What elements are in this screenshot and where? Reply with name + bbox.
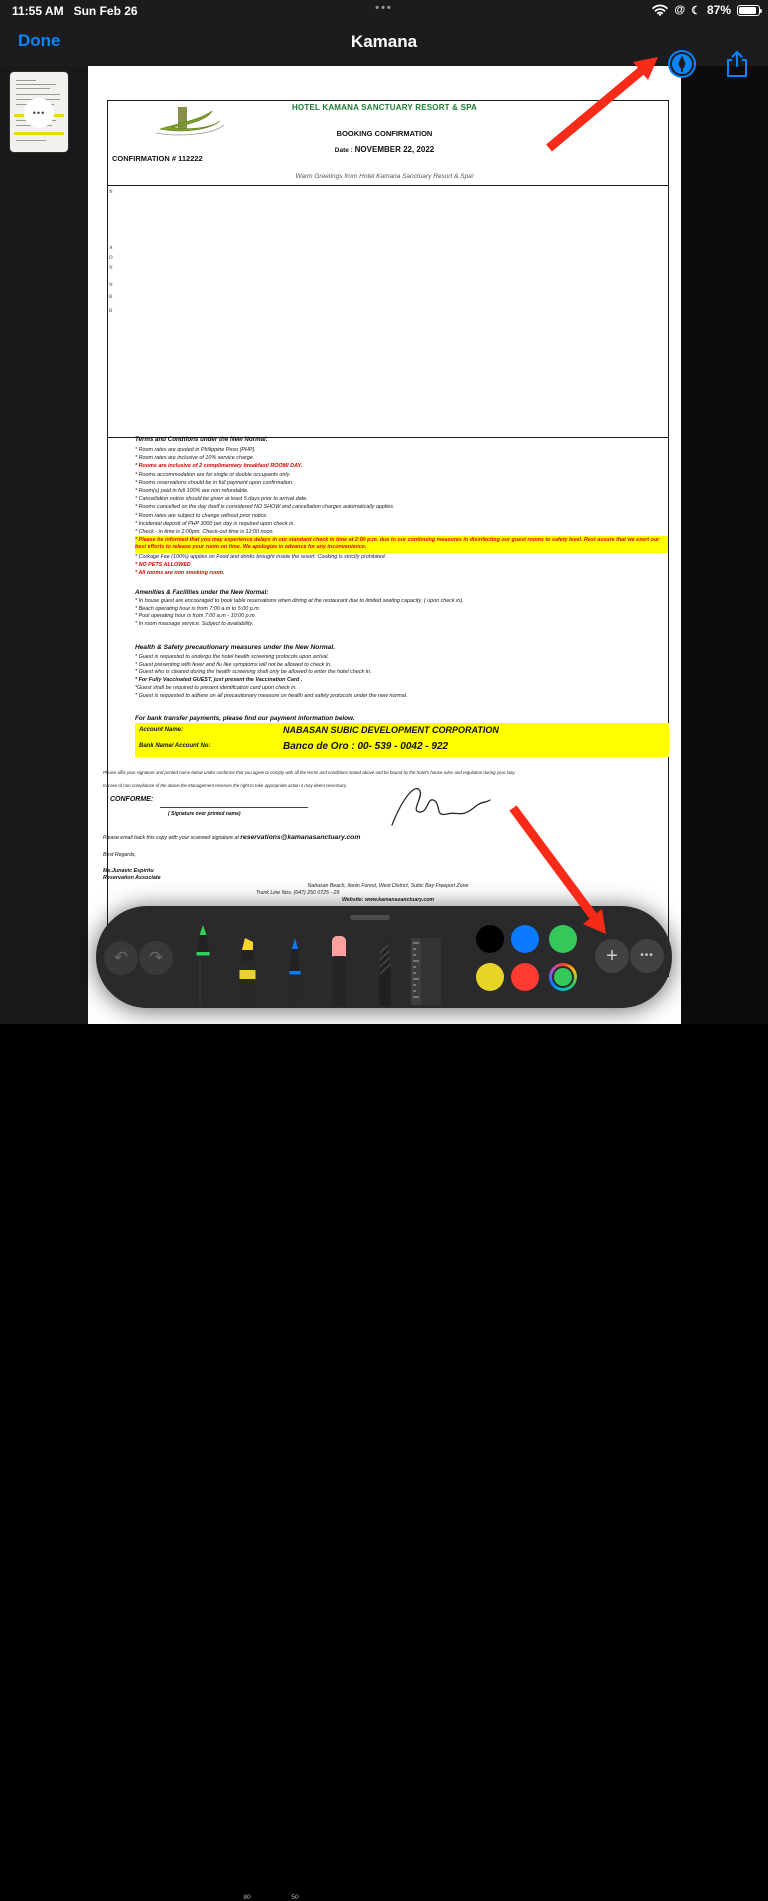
amenities-item: * In house guest are encouraged to book table reservations when dining at the restaurant due to limited seating capacity. ( upon check in).: [135, 598, 464, 604]
terms-item: * Room rates are quoted in Philippine Peso (PHP).: [135, 447, 256, 453]
pen-tool-blue[interactable]: [283, 937, 307, 1006]
footer-website: Website: www.kamanasanctuary.com: [341, 897, 435, 903]
done-button[interactable]: Done: [18, 31, 61, 50]
regards-line: Best Regards,: [103, 852, 136, 858]
doc-date: Date : NOVEMBER 22, 2022: [334, 145, 435, 154]
health-item: * Guest presenting with fever and flu like symptoms will not be allowed to check in.: [135, 661, 332, 668]
amenities-item: * Beach operating hour is from 7:00 a.m to 5:00 p.m.: [135, 605, 261, 612]
thumbnail-more-icon[interactable]: •••: [24, 98, 54, 128]
nav-bar: [0, 22, 768, 66]
pen-tool-green[interactable]: [191, 925, 215, 1006]
more-options-button[interactable]: •••: [630, 939, 664, 973]
bank-row: [135, 723, 669, 739]
share-icon[interactable]: [723, 49, 751, 79]
terms-item: * Room rates are inclusive of 10% service charge.: [135, 455, 255, 462]
page-title: Kamana: [350, 32, 418, 51]
color-swatch-yellow[interactable]: [476, 963, 504, 991]
health-item: * For Fully Vaccinated GUEST, just present the Vaccination Card .: [135, 677, 303, 684]
fill-pencil-tool[interactable]: [373, 939, 397, 1006]
health-heading: Health & Safety precautionary measures under the New Normal.: [135, 644, 336, 651]
conforme-label: CONFORME:: [110, 796, 154, 803]
bank-value: Banco de Oro : 00- 539 - 0042 - 922: [283, 741, 449, 752]
doc-type: BOOKING CONFIRMATION: [336, 129, 433, 138]
undo-icon[interactable]: ↶: [104, 941, 138, 975]
terms-item: * All rooms are non smoking room.: [135, 570, 225, 577]
bank-row: [135, 739, 669, 757]
health-list: [135, 654, 407, 700]
terms-heading: Terms and Condtions under the New Normal:: [135, 436, 268, 443]
handwritten-signature: [388, 779, 494, 831]
status-bar: [0, 0, 768, 22]
terms-item: * Cancellation notice should be given at least 5 days prior to arrival date.: [135, 496, 308, 503]
rotation-lock-icon: @: [674, 4, 686, 16]
bank-label: Account Name:: [139, 727, 184, 733]
color-swatch-green[interactable]: [549, 925, 577, 953]
terms-item: * Rooms accommodation are for single or double occupants only.: [135, 471, 291, 478]
associate-title: Reservation Associate: [103, 875, 161, 881]
amenities-heading: Amenities & Facilities under the New Normal:: [135, 589, 269, 596]
top-chrome: [0, 0, 768, 66]
bank-table: [135, 723, 669, 757]
terms-item-highlighted: * Please be informed that you may experience delays in our standard check in time at 2:00 p.m. due to our continuing measures in disinfecting our guest rooms to safety level. Rest assure that we exert our best efforts to release your room on time. We apologize in advance for any inconvenience.: [135, 536, 668, 552]
markup-toolbar: [96, 906, 672, 1901]
thumbnail-strip: [0, 66, 88, 1024]
terms-item: * Incidental deposit of PHP 3000 per day is required upon check in.: [135, 520, 295, 527]
health-item: * Guest who is cleared during the health screening shall only be allowed to enter the hotel check in.: [135, 669, 372, 676]
signature-line: [160, 807, 308, 808]
highlighter-tool-yellow[interactable]: [235, 937, 259, 1006]
reservation-email: reservations@kamanasanctuary.com: [240, 834, 361, 841]
email-line: Please email back this copy with your scanned signature at reservations@kamanasanctuary.com: [103, 834, 361, 841]
greeting-line: Warm Greetings from Hotel Kamana Sanctuary Resort & Spa!: [295, 173, 474, 180]
bank-intro: For bank transfer payments, please find our payment information below.: [135, 715, 355, 722]
terms-item: * Corkage Fee (100%) applies on Food and drinks brought inside the resort. Cooking is strictly prohibited.: [135, 553, 387, 560]
redo-icon[interactable]: ↷: [139, 941, 173, 975]
add-annotation-button[interactable]: +: [595, 939, 629, 973]
footer-address: Nabasan Beach, Ilanin Forest, West District, Subic Bay Freeport Zone: [307, 883, 469, 889]
eraser-tool[interactable]: [327, 935, 351, 1006]
page-thumbnail[interactable]: [10, 72, 68, 152]
bank-value: NABASAN SUBIC DEVELOPMENT CORPORATION: [283, 725, 499, 735]
terms-item: * NO PETS ALLOWED: [135, 561, 191, 568]
terms-list: [135, 446, 668, 577]
color-swatch-red[interactable]: [511, 963, 539, 991]
bank-label: Bank Name/ Account No:: [139, 743, 211, 749]
confirmation-number: CONFIRMATION # 112222: [112, 154, 203, 163]
pen-opacity-label: 50: [291, 1894, 299, 1901]
date: Sun Feb 26: [73, 4, 138, 18]
health-item: * Guest is requested to undergo the hotel health screening protocols upon arrival.: [135, 654, 329, 660]
footer-phone: Trunk Line Nos. (047) 250 0725 - 29: [256, 890, 340, 896]
toolbar-drag-handle[interactable]: [350, 915, 390, 920]
clock: 11:55 AM: [12, 4, 64, 18]
amenities-item: * In room massage service. Subject to availability.: [135, 621, 254, 628]
color-swatch-black[interactable]: [476, 925, 504, 953]
color-swatch-blue[interactable]: [511, 925, 539, 953]
amenities-item: * Pool operating hour is from 7:00 a.m - 10:00 p.m.: [135, 613, 257, 620]
associate-name: Ms.Junavic Espiritu: [103, 868, 154, 874]
health-item: * Guest is requested to adhere on all precautionary measure on health and safely protocols under the new normal.: [135, 692, 408, 699]
fine-print: Please affix your signature and printed name below under conforme that you agree to comply with all the terms and conditions stated above and be bound by the hotel's house rules and regulation during your stay.: [103, 770, 516, 775]
terms-item: * Rooms reservations should be in full payment upon confirmation.: [135, 479, 294, 486]
doc-footer: [228, 883, 548, 904]
multitask-dots-icon: •••: [375, 2, 393, 14]
fine-print: In case of non-compliance of the above,the Management reserves the right to take appropriate action it may deem necessary.: [103, 783, 347, 788]
terms-item: * Rooms are inclusive of 2 complimentary breakfast/ ROOM/ DAY.: [135, 463, 303, 470]
markup-pen-button[interactable]: [667, 49, 697, 79]
battery-percent: 87%: [706, 3, 731, 17]
terms-item: * Room rates are subject to change without prior notice.: [135, 512, 268, 519]
battery-icon: [737, 5, 760, 16]
terms-item: * Check - in time is 2:00pm. Check-out time is 12:00 noon.: [135, 529, 275, 536]
moon-icon: ☾: [691, 4, 701, 17]
ruler-tool[interactable]: [410, 937, 442, 1005]
amenities-list: [135, 598, 464, 629]
terms-item: * Room(s) paid in full 100% are non refundable.: [135, 488, 249, 495]
terms-item: * Rooms cancelled on the day itself is considered NO SHOW and cancellation charges automatically applies.: [135, 504, 395, 511]
hotel-name: HOTEL KAMANA SANCTUARY RESORT & SPA: [291, 103, 478, 112]
color-picker-wheel[interactable]: [549, 963, 577, 991]
health-item: *Guest shall be required to present identifcation card upon check in.: [135, 684, 297, 691]
signature-caption: ( Signature over printed name): [168, 811, 241, 817]
highlighter-opacity-label: 80: [243, 1894, 251, 1901]
wifi-icon: [652, 4, 668, 16]
document-canvas[interactable]: HOTEL KAMANA SANCTUARY RESORT & SPA BOOKING CONFIRMATION Date : NOVEMBER 22, 2022 CONFIRMATION # 112222 Warm Greetings from Hotel Kamana Sanctuary Resort & Spa! N A D N N R R Terms and Condtions under the New Normal: * Room rates are quoted in Philippine Peso (PHP). * Room rates are inclusive of 10% service charge. * Rooms are inclusive of 2 complimentary breakfast/ ROOM/ DAY. * Rooms accommodation are for single or double occupants only. * Rooms reservations should be in full payment upon confirmation. * Room(s) paid in full 100% are non refundable. * Cancellation notice should be given at least 5 days prior to arrival date. * Rooms cancelled on the day itself is considered NO SHOW and cancellation charges automatically applies. * Room rates are subject to change without prior notice. * Incidental deposit of PHP 3000 per day is required upon check in. * Check - in time is 2:00pm. Check-out time is 12:00 noon. * Please be informed that you may experience delays in our standard check in time at 2:00 p.m. due to our continuing measures in disinfecting our guest rooms to safety level. Rest assure that we exert our best efforts to release your room on time. We apologize in advance for any inconvenience. * Corkage Fee (100%) applies on Food and drinks brought inside the resort. Cooking is strictly prohibited. * NO PETS ALLOWED * All rooms are non smoking room. Amenities & Facilities under the New Normal: * In house guest are encouraged to book table reservations when dining at the restaurant due to limited seating capacity. ( upon check in). * Beach operating hour is from 7:00 a.m to 5:00 p.m. * Pool operating hour is from 7:00 a.m - 10:00 p.m. * In room massage service. Subject to availability. Health & Safety precautionary measures under the New Normal. * Guest is requested to undergo the hotel health screening protocols upon arrival. * Guest presenting with fever and flu like symptoms will not be allowed to check in. * Guest who is cleared during the health screening shall only be allowed to enter the hotel check in. * For Fully Vaccinated GUEST, just present the Vaccination Card . *Guest shall be required to present identifcation card upon check in. * Guest is requested to adhere on all precautionary measure on health and safely protocols under the new normal. For bank transfer payments, please find our payment information below. Account Name: NABASAN SUBIC DEVELOPMENT CORPORATION Bank Name/ Account No: Banco de Oro : 00- 539 - 0042 - 922 Please affix your signature and printed name below under conforme that you agree to comply with all the terms and conditions stated above and be bound by the hotel's house rules and regulation during your stay. In case of non-compliance of the above,the Management reserves the right to take appropriate action it may deem necessary. CONFORME: ( Signature over printed name) Please email back this copy with your scanned signature at reservations@kamanasanctuary.com Best Regards, Ms.Junavic Espiritu Reservation Associate Nabasan Beach, Ilanin Forest, West District, Subic Bay Freeport Zone Trunk Line Nos. (047) 250 0725 - 29 Website: www.kamanasanctuary.com: [88, 66, 681, 1024]
